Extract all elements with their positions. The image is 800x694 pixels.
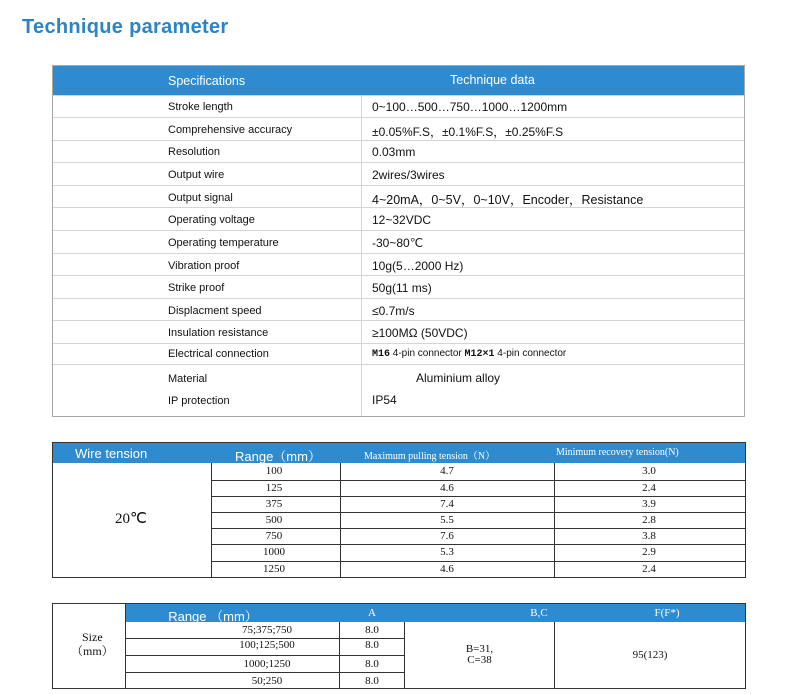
spec-label: Operating temperature: [168, 237, 279, 249]
spec-label: Vibration proof: [168, 260, 240, 272]
spec-value: 50g(11 ms): [372, 281, 432, 295]
spec-value: -30~80℃: [372, 236, 424, 250]
min-tension-value: 2.4: [642, 482, 656, 494]
spec-value: 2wires/3wires: [372, 168, 445, 182]
table-row: [53, 320, 744, 344]
spec-label: Operating voltage: [168, 214, 255, 226]
connector-m12: M12×1: [464, 349, 495, 360]
range-value: 75;375;750: [241, 624, 293, 636]
table-row: [53, 95, 744, 118]
tension-table-header: [53, 443, 745, 463]
spec-value: [372, 348, 566, 360]
spec-table-header: [53, 66, 744, 95]
size-label-text: Size: [82, 630, 103, 644]
range-value: 500: [265, 514, 283, 526]
range-value: 100;125;500: [239, 639, 295, 651]
spec-table: [52, 65, 745, 417]
page-title: Technique parameter: [22, 16, 229, 38]
table-row: [125, 622, 745, 639]
a-value: 8.0: [365, 639, 379, 651]
spec-label: Output wire: [168, 169, 225, 181]
min-tension-value: 2.4: [642, 563, 656, 575]
table-row: [53, 275, 744, 299]
table-row: [53, 298, 744, 321]
size-header-f: F(F*): [654, 607, 680, 619]
spec-label: Comprehensive accuracy: [168, 124, 293, 136]
size-header-range: Range （mm）: [168, 609, 258, 624]
c-value: C=38: [467, 654, 492, 666]
a-value: 8.0: [365, 658, 379, 670]
size-label: [71, 630, 114, 658]
a-value: 8.0: [365, 675, 379, 687]
spec-label: Electrical connection: [168, 348, 269, 360]
wire-tension-table: [52, 442, 746, 578]
range-value: 1250: [263, 563, 285, 575]
table-row: [211, 464, 745, 480]
spec-label: Insulation resistance: [168, 327, 269, 339]
range-value: 125: [265, 482, 283, 494]
table-row: [211, 513, 745, 529]
min-tension-value: 2.8: [642, 514, 656, 526]
connector-text: 4-pin connector: [494, 348, 567, 359]
table-row: [53, 230, 744, 254]
f-value: 95(123): [632, 649, 668, 661]
spec-value: Aluminium alloy: [416, 371, 501, 385]
connector-m16: M16: [372, 349, 391, 360]
size-table: [52, 603, 746, 689]
max-tension-value: 4.7: [440, 465, 454, 477]
table-row: [125, 673, 745, 690]
size-header-bc: B,C: [530, 607, 548, 619]
spec-label: Strike proof: [168, 282, 225, 294]
max-tension-value: 4.6: [440, 563, 454, 575]
temperature-label: 20℃: [115, 511, 147, 527]
spec-label: Stroke length: [168, 101, 233, 113]
spec-value: 0~100…500…750…1000…1200mm: [372, 100, 568, 114]
spec-header-specifications: Specifications: [168, 74, 246, 88]
tension-header-max-pulling: Maximum pulling tension（N）: [364, 451, 496, 462]
spec-value: 4~20mA，0~5V，0~10V，Encoder，Resistance: [372, 193, 644, 207]
range-value: 50;250: [251, 675, 283, 687]
table-row: [53, 162, 744, 186]
spec-value: 10g(5…2000 Hz): [372, 259, 464, 273]
range-value: 1000;1250: [243, 658, 291, 670]
table-row: [53, 207, 744, 231]
b-value: B=31,: [465, 643, 494, 655]
spec-value: ≥100MΩ (50VDC): [372, 326, 468, 340]
table-row: [53, 253, 744, 276]
bc-value: [405, 644, 554, 666]
min-tension-value: 2.9: [642, 546, 656, 558]
spec-label: Displacment speed: [168, 305, 262, 317]
max-tension-value: 7.4: [440, 498, 454, 510]
spec-value: IP54: [372, 393, 397, 407]
max-tension-value: 7.6: [440, 530, 454, 542]
table-row: [53, 117, 744, 141]
spec-label: IP protection: [168, 395, 230, 407]
min-tension-value: 3.0: [642, 465, 656, 477]
table-row: [211, 545, 745, 561]
table-row: [53, 140, 744, 163]
min-tension-value: 3.8: [642, 530, 656, 542]
table-row: [211, 562, 745, 578]
spec-value: ≤0.7m/s: [372, 304, 415, 318]
table-row: [211, 481, 745, 497]
spec-value: ±0.05%F.S，±0.1%F.S，±0.25%F.S: [372, 125, 564, 139]
spec-label: Material: [168, 373, 208, 385]
table-row: [211, 497, 745, 513]
size-table-header: [125, 604, 745, 622]
a-value: 8.0: [365, 624, 379, 636]
max-tension-value: 5.3: [440, 546, 454, 558]
spec-label: Output signal: [168, 192, 233, 204]
tension-header-wire-tension: Wire tension: [75, 446, 148, 461]
max-tension-value: 4.6: [440, 482, 454, 494]
table-row: [53, 185, 744, 208]
size-header-a: A: [368, 607, 376, 619]
tension-header-range: Range（mm）: [235, 449, 321, 464]
range-value: 375: [265, 498, 283, 510]
range-value: 1000: [263, 546, 285, 558]
spec-header-technique-data: Technique data: [450, 73, 535, 87]
connector-text: 4-pin connector: [390, 348, 465, 359]
tension-header-min-recovery: Minimum recovery tension(N): [556, 447, 679, 458]
spec-value: 12~32VDC: [372, 213, 432, 227]
table-row: [53, 364, 744, 393]
spec-value: 0.03mm: [372, 145, 416, 159]
min-tension-value: 3.9: [642, 498, 656, 510]
spec-label: Resolution: [168, 146, 220, 158]
table-row: [53, 343, 744, 365]
table-row: [53, 392, 744, 416]
range-value: 750: [265, 530, 283, 542]
range-value: 100: [265, 465, 283, 477]
table-row: [211, 529, 745, 545]
size-label-unit: （mm）: [71, 644, 114, 658]
max-tension-value: 5.5: [440, 514, 454, 526]
